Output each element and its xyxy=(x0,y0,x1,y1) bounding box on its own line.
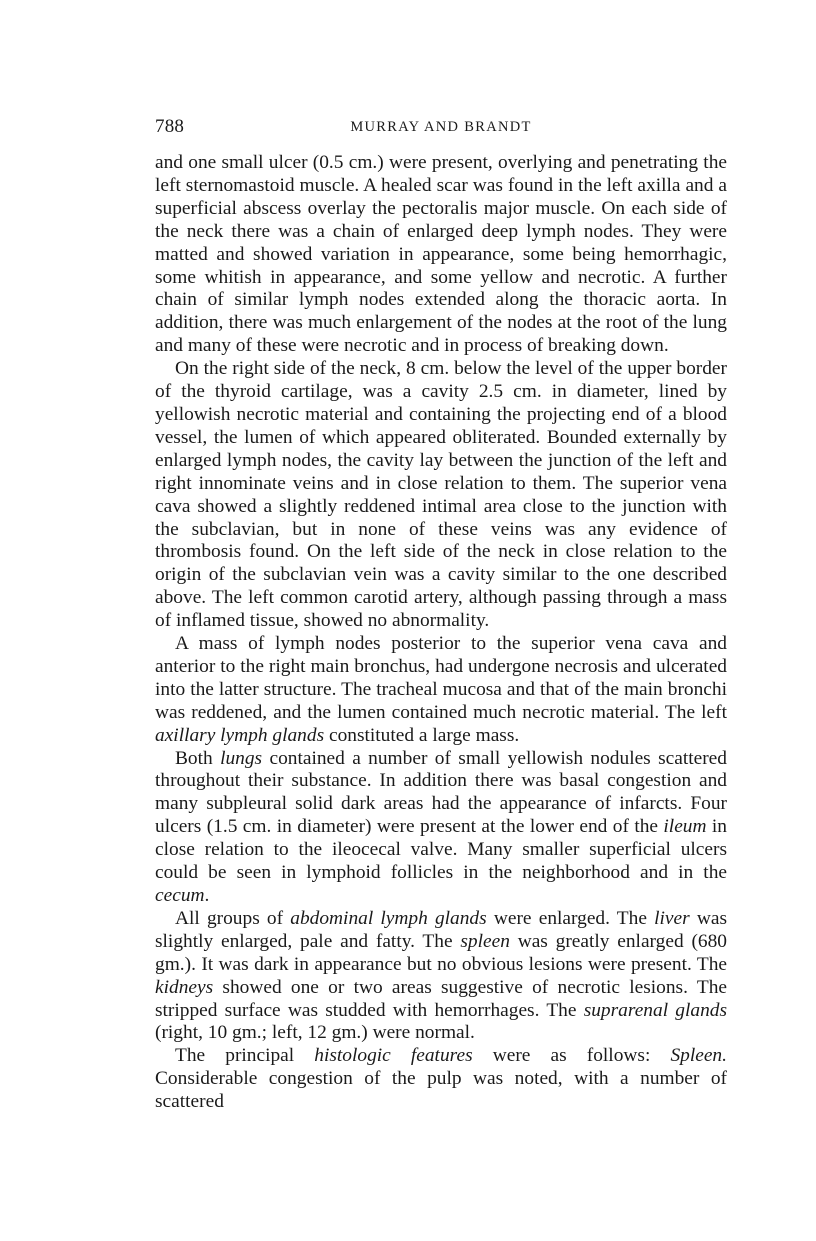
spleen-emph: spleen xyxy=(460,930,510,952)
suprarenal-glands-emph: suprarenal glands xyxy=(583,999,728,1021)
p4-text: Both xyxy=(175,747,221,769)
running-header xyxy=(155,112,727,140)
p6-text: The principal xyxy=(175,1045,315,1067)
page-number: 788 xyxy=(155,116,185,137)
cecum-emph: cecum xyxy=(155,885,205,906)
paragraph-3 xyxy=(155,633,727,748)
p5-text: was slightly enlarged, pale and fatty. The xyxy=(155,907,728,952)
p5-text: was greatly enlarged (680 gm.). It was dark in appearance but no obvious lesions were present. The xyxy=(155,930,727,975)
ileum-emph: ileum xyxy=(663,816,707,838)
abdominal-lymph-glands-emph: abdominal lymph glands xyxy=(290,907,487,929)
document-page xyxy=(155,112,727,1114)
p3-text: A mass of lymph nodes posterior to the superior vena cava and anterior to the right main bronchus, had undergone necrosis and ulcerated into the latter structure. The tracheal mucosa and that of the main bronchi was reddened, and the lumen contained much necrotic material. The left xyxy=(155,633,727,723)
p3-text: constituted a large mass. xyxy=(324,724,520,746)
kidneys-emph: kidneys xyxy=(155,976,214,998)
p5-text: (right, 10 gm.; left, 12 gm.) were normal. xyxy=(155,1022,475,1044)
paragraph-4 xyxy=(155,748,727,908)
paragraph-6 xyxy=(155,1045,727,1114)
p6-text: Considerable congestion of the pulp was noted, with a number of scattered xyxy=(155,1068,727,1113)
paragraph-1: and one small ulcer (0.5 cm.) were present, overlying and penetrating the left sternomastoid muscle. A healed scar was found in the left axilla and a superficial abscess overlay the pectoralis major muscle. On each side of the neck there was a chain of enlarged deep lymph nodes. They were matted and showed variation in appearance, some being hemorrhagic, some whitish in appearance, and some yellow and necrotic. A further chain of similar lymph nodes extended along the thoracic aorta. In addition, there was much enlargement of the nodes at the root of the lung and many of these were necrotic and in process of breaking down. xyxy=(155,152,727,357)
paragraph-5 xyxy=(155,908,727,1045)
p5-text: showed one or two areas suggestive of necrotic lesions. The stripped surface was studded with hemorrhages. The xyxy=(155,976,727,1021)
spleen-heading-emph: Spleen. xyxy=(670,1045,727,1067)
paragraph-2: On the right side of the neck, 8 cm. below the level of the upper border of the thyroid cartilage, was a cavity 2.5 cm. in diameter, lined by yellowish necrotic material and containing the projecting end of a blood vessel, the lumen of which appeared obliterated. Bounded externally by enlarged lymph nodes, the cavity lay between the junction of the left and right innominate veins and in close relation to them. The superior vena cava showed a slightly reddened intimal area close to the junction with the subclavian, but in none of these veins was any evidence of thrombosis found. On the left side of the neck in close relation to the origin of the subclavian vein was a cavity similar to the one described above. The left common carotid artery, although passing through a mass of inflamed tissue, showed no abnormality. xyxy=(155,358,727,632)
p4-text: in close relation to the ileocecal valve. Many smaller superficial ulcers could be seen in lymphoid follicles in the neighborhood and in the xyxy=(155,816,727,884)
histologic-features-emph: histologic features xyxy=(314,1045,473,1067)
p4-text: . xyxy=(204,885,210,906)
axillary-lymph-glands-emph: axillary lymph glands xyxy=(155,724,325,746)
p6-text: were as follows: xyxy=(472,1045,671,1067)
p5-text: All groups of xyxy=(175,907,291,929)
liver-emph: liver xyxy=(654,907,690,929)
lungs-emph: lungs xyxy=(220,747,263,769)
p5-text: were enlarged. The xyxy=(486,907,655,929)
p4-text: contained a number of small yellowish nodules scattered throughout their substance. In addition there was basal congestion and many subpleural solid dark areas had the appearance of infarcts. Four ulcers (1.5 cm. in diameter) were present at the lower end of the xyxy=(155,747,727,838)
running-title: MURRAY AND BRANDT xyxy=(350,119,532,135)
